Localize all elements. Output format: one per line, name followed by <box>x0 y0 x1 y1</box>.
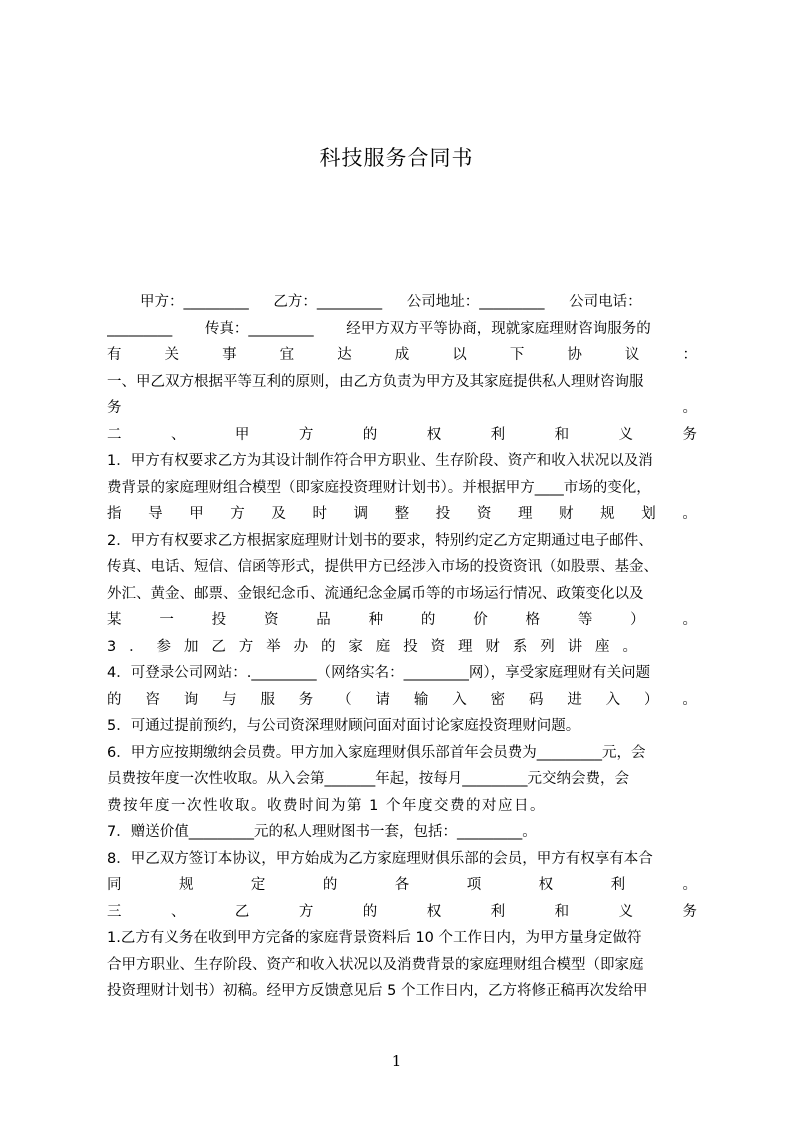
text-line: 1．甲方有权要求乙方为其设计制作符合甲方职业、生存阶段、资产和收入状况以及消 <box>107 453 653 469</box>
text-char: 一 <box>159 612 174 628</box>
text-line: 外汇、黄金、邮票、金银纪念币、流通纪念金属币等的市场运行情况、政策变化以及 <box>107 585 644 602</box>
text-char: 品 <box>316 612 331 628</box>
text-char: 乙 <box>234 903 250 920</box>
text-char: 密 <box>490 691 506 708</box>
text-char: 的 <box>320 638 336 655</box>
text-line <box>107 395 697 422</box>
text-char: 。 <box>682 506 697 522</box>
text-char: 务 <box>682 903 697 920</box>
text-char: ） <box>644 691 659 708</box>
text-char: 咨 <box>145 691 160 708</box>
text-char: 有 <box>107 347 122 363</box>
text-char: 调 <box>353 506 369 522</box>
text-char: 财 <box>559 506 574 522</box>
text-char: 投 <box>435 506 451 522</box>
text-char: 权 <box>426 903 442 920</box>
text-line <box>107 634 697 661</box>
text-char: 入 <box>605 691 621 708</box>
text-char: 3 <box>107 638 117 655</box>
text-char: 各 <box>394 877 410 893</box>
text-char: 。 <box>682 877 697 893</box>
text-char: 。 <box>622 638 637 655</box>
text-char: 利 <box>610 877 626 893</box>
text-char: 利 <box>490 426 506 443</box>
text-char: 方 <box>238 638 254 655</box>
text-char: 输 <box>413 691 429 708</box>
text-char: 的 <box>362 426 378 443</box>
text-char: 及 <box>271 506 286 522</box>
text-char: 方 <box>298 426 314 443</box>
text-char: 事 <box>222 347 237 363</box>
text-char: 的 <box>322 877 338 893</box>
text-char: 宜 <box>279 347 295 363</box>
text-char: 财 <box>485 638 500 655</box>
text-char: 定 <box>250 877 266 893</box>
text-char: 列 <box>540 638 555 655</box>
text-char: 义 <box>618 426 633 443</box>
text-char: 。 <box>682 400 697 416</box>
text-line: 合甲方职业、生存阶段、资产和收入状况以及消费背景的家庭理财组合模型（即家庭 <box>107 956 644 973</box>
text-line <box>107 687 697 714</box>
text-char: 关 <box>164 347 180 363</box>
text-char: 时 <box>312 506 327 522</box>
text-char: 的 <box>362 903 378 920</box>
text-char: 利 <box>490 903 506 920</box>
contract-body <box>107 289 697 1005</box>
text-line: 员费按年度一次性收取。从入会第_______年起，按每月_________元交纳会费，会 <box>107 771 629 787</box>
text-char: 权 <box>538 877 554 893</box>
text-line <box>107 899 697 926</box>
text-char: 整 <box>394 506 410 522</box>
text-line: 8．甲乙双方签订本协议，甲方始成为乙方家庭理财俱乐部的会员，甲方有权享有本合 <box>107 850 653 867</box>
text-char: 权 <box>426 426 442 443</box>
text-char: 规 <box>178 877 194 893</box>
text-char: 举 <box>266 638 281 655</box>
text-char: 。 <box>682 691 697 708</box>
text-char: 方 <box>230 506 245 522</box>
text-line: 4．可登录公司网站：._________（网络实名：_________网），享受家庭理财有关问题 <box>107 665 651 681</box>
text-char: 进 <box>567 691 582 708</box>
text-char: 同 <box>107 877 122 893</box>
text-char: （ <box>337 691 352 708</box>
text-char: 资 <box>476 506 492 522</box>
text-char: 理 <box>458 638 473 655</box>
text-char: 价 <box>473 612 488 628</box>
text-char: 划 <box>641 506 656 522</box>
text-line: _________ 传真：_________ 经甲方双方平等协商，现就家庭理财咨询服务的 <box>107 320 651 337</box>
text-char: 和 <box>554 903 570 920</box>
page-number: 1 <box>391 1052 402 1070</box>
text-char: 与 <box>222 691 237 708</box>
text-char: 讲 <box>567 638 583 655</box>
text-char: 导 <box>148 506 163 522</box>
text-char: 、 <box>170 903 186 920</box>
text-char: 下 <box>509 347 525 363</box>
text-char: 、 <box>170 426 186 443</box>
text-char: 二 <box>107 426 122 443</box>
text-char: 等 <box>577 612 593 628</box>
text-char: 资 <box>263 612 279 628</box>
text-line <box>107 872 697 899</box>
text-char: 义 <box>618 903 633 920</box>
text-char: ： <box>682 347 697 363</box>
text-line <box>107 342 697 369</box>
text-char: 办 <box>293 638 309 655</box>
text-char: 项 <box>466 877 482 893</box>
text-line: 费按年度一次性收取。收费时间为第 1 个年度交费的对应日。 <box>107 797 546 814</box>
text-char: 甲 <box>234 426 250 443</box>
text-char: 庭 <box>375 638 391 655</box>
text-char: 投 <box>211 612 227 628</box>
text-line <box>107 607 697 634</box>
text-line: 1.乙方有义务在收到甲方完备的家庭背景资料后 10 个工作日内，为甲方量身定做符 <box>107 930 642 946</box>
text-char: 询 <box>183 691 199 708</box>
text-char: 请 <box>375 691 391 708</box>
text-char: 投 <box>403 638 418 655</box>
text-char: 方 <box>298 903 314 920</box>
text-line: 2．甲方有权要求乙方根据家庭理财计划书的要求，特别约定乙方定期通过电子邮件、 <box>107 532 653 549</box>
text-line: 5．可通过提前预约，与公司资深理财顾问面对面讨论家庭投资理财问题。 <box>107 718 581 734</box>
text-char: 理 <box>517 506 533 522</box>
text-char: 资 <box>430 638 446 655</box>
text-char: 以 <box>452 347 467 363</box>
text-line: 7．赠送价值_________元的私人理财图书一套，包括：_________。 <box>107 824 537 840</box>
text-line: 甲方：_________ 乙方：_________ 公司地址：_________ 公司电话： <box>140 294 642 310</box>
text-char: 。 <box>682 612 697 628</box>
text-line: 一、甲乙双方根据平等互利的原则，由乙方负责为甲方及其家庭提供私人理财咨询服 <box>107 373 644 390</box>
text-char: 协 <box>567 347 582 363</box>
text-char: 规 <box>600 506 615 522</box>
text-char: ． <box>129 638 144 655</box>
text-char: 务 <box>107 400 122 416</box>
text-char: 系 <box>512 638 528 655</box>
text-char: 务 <box>298 691 314 708</box>
text-char: 成 <box>394 347 410 363</box>
text-char: 参 <box>156 638 172 655</box>
text-char: 达 <box>337 347 352 363</box>
text-line: 传真、电话、短信、信函等形式，提供甲方已经涉入市场的投资资讯（如股票、基金、 <box>107 559 658 575</box>
text-line <box>107 422 697 449</box>
page-title: 科技服务合同书 <box>319 146 474 170</box>
text-char: 三 <box>107 903 122 920</box>
text-line <box>107 501 697 528</box>
text-char: 家 <box>348 638 363 655</box>
text-char: 甲 <box>189 506 204 522</box>
text-char: ） <box>630 612 645 628</box>
text-char: 乙 <box>211 638 226 655</box>
text-char: 的 <box>420 612 436 628</box>
text-char: 务 <box>682 426 697 443</box>
text-char: 和 <box>554 426 570 443</box>
text-char: 议 <box>624 347 640 363</box>
text-line: 投资理财计划书）初稿。经甲方反馈意见后 5 个工作日内，乙方将修正稿再次发给甲 <box>107 983 648 999</box>
text-char: 座 <box>595 638 610 655</box>
text-line: 6．甲方应按期缴纳会员费。甲方加入家庭理财俱乐部首年会员费为_________元，会 <box>107 744 646 761</box>
text-char: 的 <box>107 691 122 708</box>
text-char: 指 <box>107 506 122 522</box>
text-char: 码 <box>528 691 544 708</box>
text-char: 服 <box>260 691 275 708</box>
text-char: 入 <box>452 691 467 708</box>
text-char: 种 <box>368 612 384 628</box>
text-char: 格 <box>525 612 540 628</box>
text-char: 某 <box>107 612 122 628</box>
text-line: 费背景的家庭理财组合模型（即家庭投资理财计划书）。并根据甲方____市场的变化， <box>107 479 651 496</box>
text-char: 加 <box>183 638 199 655</box>
